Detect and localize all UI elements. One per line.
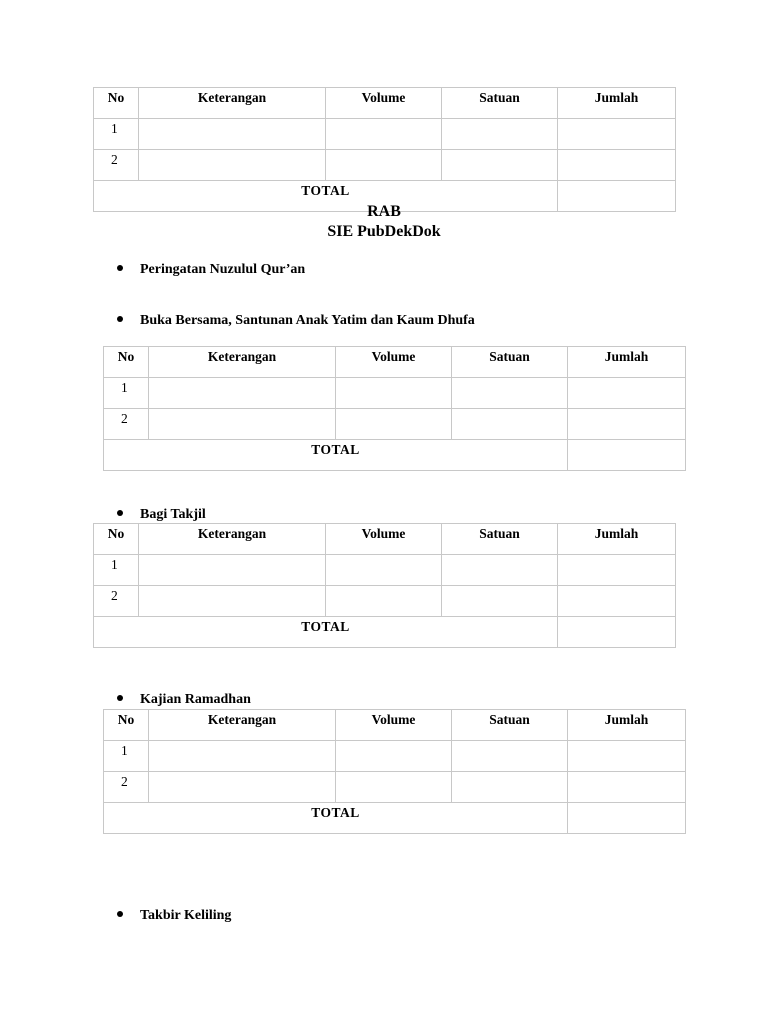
budget-table-bagi-takjil	[93, 523, 676, 648]
bullet-dot-icon	[117, 510, 123, 516]
table-row	[104, 409, 686, 440]
header-no: No	[94, 88, 139, 119]
table-cell	[568, 409, 686, 440]
total-row	[104, 440, 686, 471]
total-label: TOTAL	[94, 181, 558, 212]
table-cell	[336, 409, 452, 440]
section-label: Buka Bersama, Santunan Anak Yatim dan Kaum Dhufa	[140, 313, 475, 328]
header-satuan: Satuan	[442, 524, 558, 555]
bullet-dot-icon	[117, 695, 123, 701]
table-cell	[149, 378, 336, 409]
table-cell	[568, 741, 686, 772]
table-header-row	[104, 347, 686, 378]
row-number: 2	[104, 772, 149, 803]
header-jumlah: Jumlah	[568, 710, 686, 741]
section-bullet	[117, 262, 305, 278]
row-number: 1	[94, 555, 139, 586]
header-volume: Volume	[326, 88, 442, 119]
table-cell	[336, 741, 452, 772]
header-satuan: Satuan	[442, 88, 558, 119]
total-label: TOTAL	[94, 617, 558, 648]
table-cell	[139, 150, 326, 181]
header-no: No	[94, 524, 139, 555]
table-cell	[139, 586, 326, 617]
section-bullet	[117, 313, 475, 329]
header-satuan: Satuan	[452, 347, 568, 378]
table-cell	[558, 150, 676, 181]
header-keterangan: Keterangan	[139, 88, 326, 119]
section-bullet	[117, 507, 206, 523]
table-cell	[568, 378, 686, 409]
table-cell	[452, 772, 568, 803]
table-cell	[326, 119, 442, 150]
section-label: Kajian Ramadhan	[140, 692, 251, 707]
budget-table-kajian-ramadhan	[103, 709, 686, 834]
total-row	[104, 803, 686, 834]
header-jumlah: Jumlah	[558, 524, 676, 555]
section-bullet	[117, 692, 251, 708]
table-row	[94, 586, 676, 617]
budget-table-top	[93, 87, 676, 212]
header-keterangan: Keterangan	[149, 347, 336, 378]
table-cell	[442, 586, 558, 617]
section-bullet	[117, 908, 231, 924]
table-header-row	[94, 88, 676, 119]
table-cell	[442, 150, 558, 181]
table-cell	[149, 772, 336, 803]
table-cell	[336, 772, 452, 803]
table-cell	[139, 119, 326, 150]
table-row	[94, 119, 676, 150]
table-cell	[326, 586, 442, 617]
header-jumlah: Jumlah	[558, 88, 676, 119]
header-volume: Volume	[336, 710, 452, 741]
total-value-cell	[568, 440, 686, 471]
table-cell	[558, 555, 676, 586]
document-subtitle: SIE PubDekDok	[327, 223, 441, 240]
table-cell	[558, 586, 676, 617]
table-cell	[326, 150, 442, 181]
row-number: 2	[104, 409, 149, 440]
table-cell	[442, 555, 558, 586]
bullet-dot-icon	[117, 265, 123, 271]
header-no: No	[104, 710, 149, 741]
total-row	[94, 617, 676, 648]
table-row	[94, 555, 676, 586]
bullet-dot-icon	[117, 911, 123, 917]
row-number: 1	[94, 119, 139, 150]
header-volume: Volume	[326, 524, 442, 555]
table-cell	[149, 409, 336, 440]
row-number: 1	[104, 741, 149, 772]
total-label: TOTAL	[104, 803, 568, 834]
section-label: Peringatan Nuzulul Qur’an	[140, 262, 306, 277]
header-keterangan: Keterangan	[139, 524, 326, 555]
total-value-cell	[558, 617, 676, 648]
table-cell	[326, 555, 442, 586]
table-cell	[442, 119, 558, 150]
row-number: 2	[94, 150, 139, 181]
table-cell	[452, 378, 568, 409]
table-cell	[452, 409, 568, 440]
table-cell	[336, 378, 452, 409]
bullet-dot-icon	[117, 316, 123, 322]
section-label: Bagi Takjil	[140, 507, 206, 522]
table-cell	[452, 741, 568, 772]
table-row	[104, 772, 686, 803]
document-title: RAB	[367, 203, 401, 220]
table-cell	[139, 555, 326, 586]
row-number: 2	[94, 586, 139, 617]
table-row	[104, 741, 686, 772]
table-header-row	[94, 524, 676, 555]
section-label: Takbir Keliling	[140, 908, 232, 923]
total-value-cell	[568, 803, 686, 834]
header-jumlah: Jumlah	[568, 347, 686, 378]
row-number: 1	[104, 378, 149, 409]
header-keterangan: Keterangan	[149, 710, 336, 741]
total-label: TOTAL	[104, 440, 568, 471]
table-row	[94, 150, 676, 181]
table-cell	[149, 741, 336, 772]
header-satuan: Satuan	[452, 710, 568, 741]
budget-table-buka-bersama	[103, 346, 686, 471]
header-no: No	[104, 347, 149, 378]
header-volume: Volume	[336, 347, 452, 378]
table-cell	[568, 772, 686, 803]
table-header-row	[104, 710, 686, 741]
table-cell	[558, 119, 676, 150]
table-row	[104, 378, 686, 409]
